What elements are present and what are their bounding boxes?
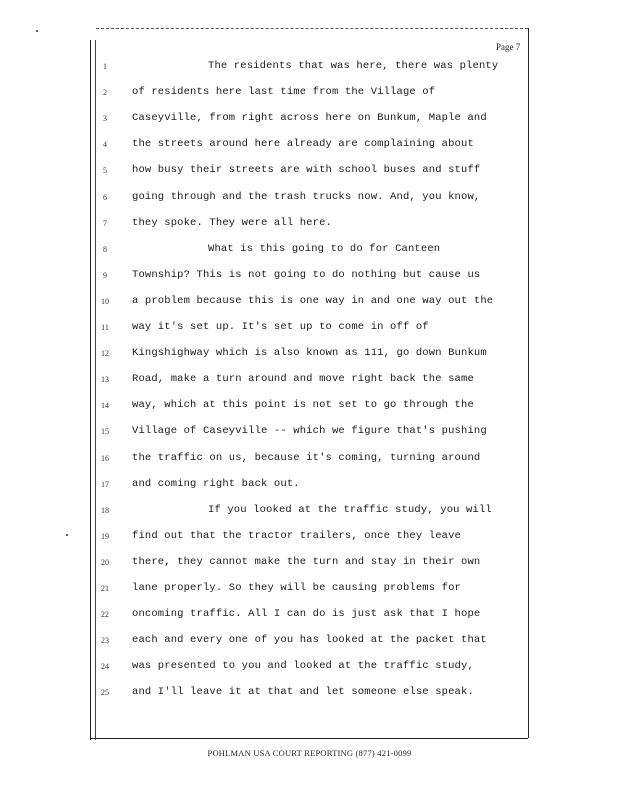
line-number: 3 [103,114,107,124]
line-text: Village of Caseyville -- which we figure that's pushing [132,425,487,438]
transcript-line [0,478,619,498]
line-text: the streets around here already are complaining about [132,138,474,151]
line-text: a problem because this is one way in and one way out the [132,294,494,307]
line-number: 13 [101,375,109,385]
line-number: 7 [103,218,107,228]
line-text: The residents that was here, there was plenty [208,60,499,72]
line-number: 12 [101,349,109,359]
line-number: 14 [101,401,109,411]
line-text: find out that the tractor trailers, once they leave [132,529,462,542]
transcript-line [0,686,619,706]
line-text: Township? This is not going to do nothing but cause us [132,268,481,281]
line-number: 20 [101,557,109,567]
line-text: was presented to you and looked at the traffic study, [132,660,474,673]
line-number: 5 [103,166,107,176]
transcript-line [0,164,619,184]
line-number: 1 [103,62,107,71]
transcript-line [0,530,619,550]
transcript-line [0,373,619,393]
transcript-line [0,191,619,211]
line-text: there, they cannot make the turn and stay in their own [132,555,481,568]
transcript-line [0,556,619,576]
transcript-line [0,60,619,80]
line-number: 21 [101,584,109,593]
line-text: oncoming traffic. All I can do is just ask that I hope [132,608,481,621]
line-number: 6 [103,192,107,202]
page-number: Page 7 [496,42,521,52]
transcript-line [0,347,619,367]
line-number: 18 [101,505,109,515]
transcript-line [0,112,619,132]
line-text: the traffic on us, because it's coming, turning around [132,451,481,464]
line-number: 2 [103,88,107,98]
footer-reporter: POHLMAN USA COURT REPORTING (877) 421-0099 [207,748,412,758]
line-number: 11 [101,323,109,332]
line-number: 9 [103,270,107,280]
bottom-rule [90,738,528,739]
line-number: 4 [103,140,107,150]
line-number: 25 [101,688,109,698]
line-text: way it's set up. It's set up to come in off of [132,321,429,333]
line-text: and I'll leave it at that and let someone else speak. [132,686,474,699]
transcript-line [0,452,619,472]
transcript-line [0,321,619,341]
transcript-line [0,608,619,628]
line-text: lane properly. So they will be causing problems for [132,582,462,594]
line-text: way, which at this point is not set to go through the [132,399,474,412]
line-text: how busy their streets are with school buses and stuff [132,164,481,177]
transcript-line [0,634,619,654]
line-number: 16 [101,453,109,463]
transcript-line [0,86,619,106]
line-number: 15 [101,427,109,437]
line-text: of residents here last time from the Village of [132,86,436,99]
line-text: going through and the trash trucks now. And, you know, [132,190,481,203]
transcript-line [0,504,619,524]
transcript-line [0,269,619,289]
transcript-line [0,425,619,445]
transcript-line [0,243,619,263]
transcript-line [0,217,619,237]
line-text: Road, make a turn around and move right back the same [132,373,474,386]
scan-speck [36,30,38,32]
transcript-line [0,582,619,602]
transcript-line [0,399,619,419]
transcript-line [0,660,619,680]
line-text: each and every one of you has looked at the packet that [132,634,487,647]
line-text: and coming right back out. [132,477,300,490]
line-number: 10 [101,296,109,306]
transcript-line [0,295,619,315]
line-number: 23 [101,636,109,646]
line-text: they spoke. They were all here. [132,216,332,229]
top-rule [96,28,528,29]
transcript-line [0,138,619,158]
line-number: 19 [101,531,109,541]
line-text: Kingshighway which is also known as 111, go down Bunkum [132,347,487,360]
line-text: What is this going to do for Canteen [208,242,441,255]
line-text: If you looked at the traffic study, you will [208,503,492,516]
line-number: 22 [101,610,109,620]
line-number: 24 [101,662,109,672]
line-number: 17 [101,479,109,489]
line-number: 8 [103,244,107,254]
line-text: Caseyville, from right across here on Bunkum, Maple and [132,112,487,125]
